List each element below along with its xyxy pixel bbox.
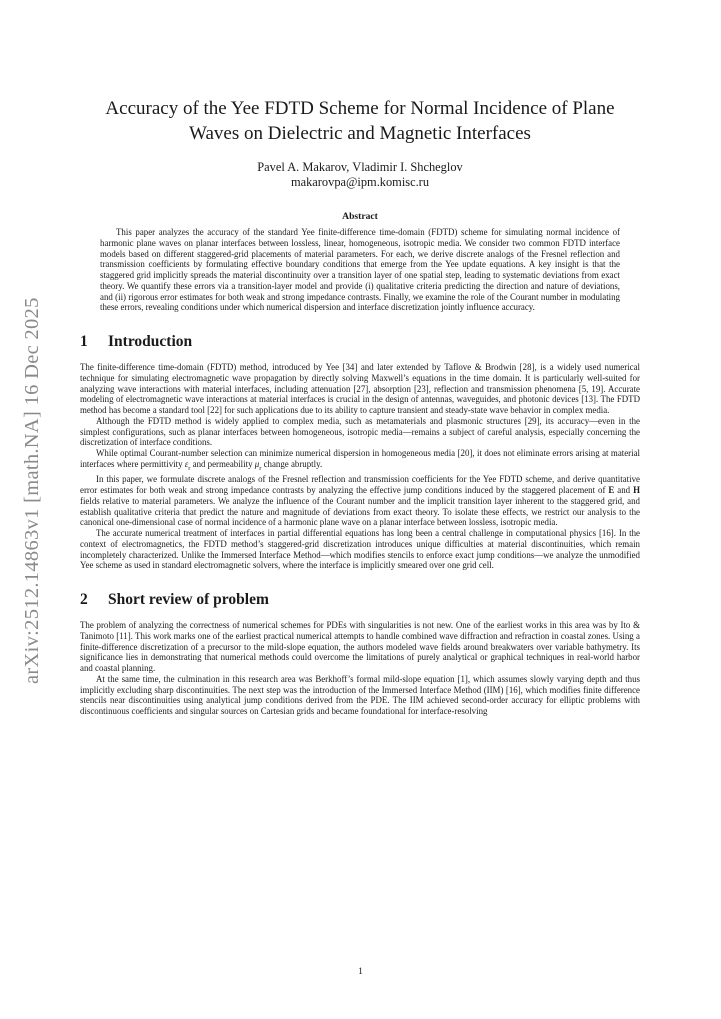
intro-paragraph-1: The finite-difference time-domain (FDTD) method, introduced by Yee [34] and later extended by Taflove & Brodwin [28], is a widely used numerical technique for simulating electromagnetic wave propagation by directly solving Maxwell’s equations in the time domain. It is particularly well-suited for analyzing wave interactions with material interfaces, including attenuation [27], absorption [23], reflection and transmission phenomena [5, 19]. Accurate modeling of electromagnetic wave interactions at material interfaces is crucial in the design of antennas, waveguides, and photonic devices [13]. The FDTD method has become a standard tool [22] for such applications due to its ability to capture transient and steady-state wave behavior in complex media. <box>80 362 640 415</box>
h-field-symbol: H <box>633 485 640 496</box>
intro-p3-text-a: While optimal Courant-number selection can minimize numerical dispersion in homogeneous media [20], it does not eliminate errors arising at material interfaces where permittivity <box>80 448 640 469</box>
section-1-title: Introduction <box>108 333 193 350</box>
section-1-number: 1 <box>80 333 88 350</box>
intro-paragraph-2: Although the FDTD method is widely applied to complex media, such as metamaterials and plasmonic structures [29], its accuracy—even in the simplest configurations, such as planar interfaces between homogeneous, isotropic media—remains a subject of careful analysis, especially concerning the discretization of interface conditions. <box>80 415 640 448</box>
permeability-subscript: r <box>259 464 262 472</box>
author-email: makarovpa@ipm.komisc.ru <box>290 175 430 189</box>
permeability-symbol: μ <box>254 458 260 469</box>
review-paragraph-2: At the same time, the culmination in this research area was Berkhoff’s formal mild-slope equation [1], which assumes slowly varying depth and thus implicitly excluding sharp discontinuities. The next step was the introduction of the Immersed Interface Method (IIM) [16], which modifies finite difference stencils near discontinuities using analytical jump conditions derived from the PDE. The IIM achieved second-order accuracy for elliptic problems with discontinuous coefficients and singular sources on Cartesian grids and became foundational for interface-resolving <box>80 673 640 717</box>
paper-title <box>80 96 640 146</box>
intro-p3-text-b: and permeability <box>190 458 255 469</box>
review-paragraph-1: The problem of analyzing the correctness of numerical schemes for PDEs with singularities is not new. One of the earliest works in this area was by Ito & Tanimoto [11]. This work marks one of the earliest practical numerical attempts to handle combined wave diffraction and refraction in coastal zones. Using a finite-difference discretization of a precursor to the mild-slope equation, the authors modeled wave fields around breakwaters over variable bathymetry. Its significance lies in demonstrating that numerical methods could overcome the limitations of purely analytical or graphical techniques in real-world harbor and coastal planning. <box>80 620 640 674</box>
e-field-symbol: E <box>608 485 615 496</box>
abstract-heading: Abstract <box>342 211 378 222</box>
title-line-2: Waves on Dielectric and Magnetic Interfaces <box>189 123 531 144</box>
permittivity-subscript: r <box>188 464 191 472</box>
section-1-heading <box>80 333 640 351</box>
arxiv-stamp: arXiv:2512.14863v1 [math.NA] 16 Dec 2025 <box>21 297 43 684</box>
intro-p4-text-a: In this paper, we formulate discrete analogs of the Fresnel reflection and transmission coefficients for the Yee FDTD scheme, and derive quantitative error estimates for both weak and strong impedance contrasts by analyzing the effective jump conditions induced by the staggered placement of <box>80 474 640 496</box>
intro-paragraph-3 <box>80 448 640 474</box>
intro-p4-text-b: and <box>614 485 634 496</box>
section-2-heading <box>80 591 640 609</box>
intro-paragraph-5: The accurate numerical treatment of interfaces in partial differential equations has long been a central challenge in computational physics [16]. In the context of electromagnetics, the FDTD method’s staggered-grid discretization introduces unique difficulties at material discontinuities, which remain incompletely characterized. Unlike the Immersed Interface Method—which modifies stencils to enforce exact jump conditions—we analyze the unmodified Yee scheme as used in standard electromagnetic solvers, where the interface is implicitly smeared over one grid cell. <box>80 528 640 571</box>
section-2-title: Short review of problem <box>108 591 269 609</box>
authors: Pavel A. Makarov, Vladimir I. Shcheglov <box>257 160 463 174</box>
page-number: 1 <box>358 966 363 977</box>
section-2-number: 2 <box>80 591 88 609</box>
title-line-1: Accuracy of the Yee FDTD Scheme for Normal Incidence of Plane <box>105 98 615 119</box>
abstract-text: This paper analyzes the accuracy of the standard Yee finite-difference time-domain (FDTD) scheme for simulating normal incidence of harmonic plane waves on planar interfaces between lossless, linear, homogeneous, isotropic media. We consider two common FDTD interface models based on different staggered-grid placements of material parameters. For each, we derive discrete analogs of the Fresnel reflection and transmission coefficients by formulating effective boundary conditions that emerge from the Yee update equations. A key insight is that the staggered grid implicitly spreads the material discontinuity over a transition layer of one spatial step, leading to systematic deviations from exact theory. We quantify these errors via a transition-layer model and provide (i) qualitative criteria predicting the direction and nature of deviations, and (ii) rigorous error estimates for both weak and strong impedance contrasts. Finally, we examine the role of the Courant number in modulating these errors, revealing conditions under which numerical dispersion and interface discretization jointly influence accuracy. <box>100 227 620 313</box>
intro-p4-text-c: fields relative to material parameters. We analyze the influence of the Courant number and the implicit transition layer inherent to the staggered grid, and establish qualitative criteria that predict the nature and magnitude of deviations from exact theory. To isolate these effects, we restrict our analysis to the canonical one-dimensional case of normal incidence of a harmonic plane wave on a planar interface between lossless, isotropic media. <box>80 495 640 528</box>
intro-paragraph-4 <box>80 474 640 528</box>
paper-content <box>80 96 640 717</box>
permittivity-symbol: ε <box>184 458 189 469</box>
intro-p3-text-c: change abruptly. <box>261 458 323 469</box>
